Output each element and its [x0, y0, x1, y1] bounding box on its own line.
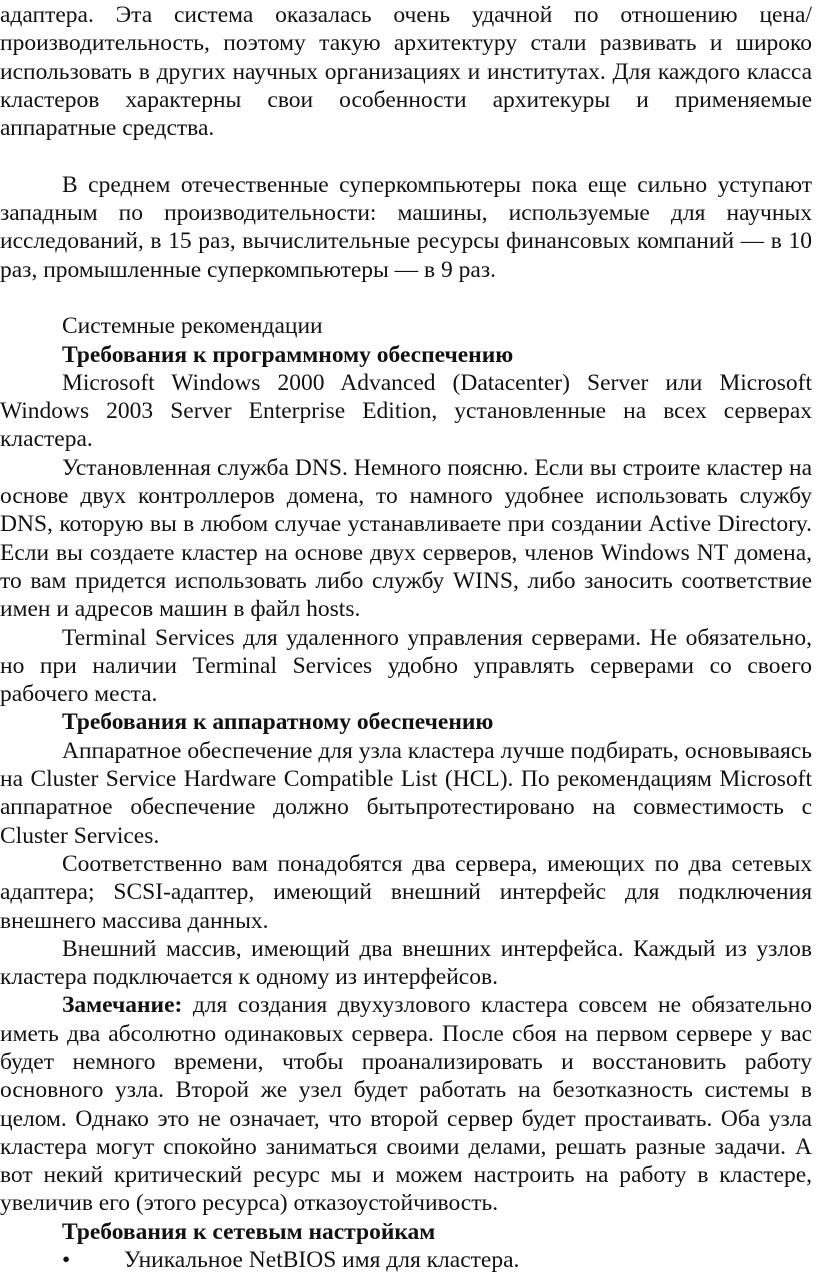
heading-hardware-requirements: Требования к аппаратному обеспечению [62, 709, 494, 736]
paragraph-hcl: Аппаратное обеспечение для узла кластера лучше подбирать, основываясь на Cluster Service Hardware Compatible List (HCL). По рекомендациям Microsoft аппаратное обеспечение должно бытьпротестировано на совместимость с Cluster Services. [0, 737, 812, 849]
paragraph-terminal-services: Terminal Services для удаленного управления серверами. Не обязательно, но при наличии Terminal Services удобно управлять серверами со своего рабочего места. [0, 624, 812, 708]
paragraph-supercomputers: В среднем отечественные суперкомпьютеры пока еще сильно уступают западным по производительности: машины, используемые для научных исследований, в 15 раз, вычислительные ресурсы финансовых компаний — в 10 раз, промышленные суперкомпьютеры — в 9 раз. [0, 171, 812, 283]
bullet-icon: • [62, 1247, 71, 1274]
list-item [0, 1246, 812, 1274]
document-body [0, 1, 812, 1274]
paragraph-windows-server: Microsoft Windows 2000 Advanced (Datacenter) Server или Microsoft Windows 2003 Server Enterprise Edition, установленные на всех серверах кластера. [0, 369, 812, 453]
note-label: Замечание: [62, 992, 183, 1019]
paragraph-gap [0, 284, 812, 312]
note-text: для создания двухузлового кластера совсем не обязательно иметь два абсолютно одинаковых сервера. После сбоя на первом сервере у вас будет немного времени, чтобы проанализировать и восстановить работу основного узла. Второй же узел будет работать на безотказность системы в целом. Однако это не означает, что второй сервер будет простаивать. Оба узла кластера могут спокойно заниматься своими делами, решать разные задачи. А вот некий критический ресурс мы и можем настроить на работу в кластере, увеличив его (этого ресурса) отказоустойчивость. [0, 992, 812, 1217]
paragraph-note [0, 991, 812, 1217]
paragraph-dns-service: Установленная служба DNS. Немного поясню. Если вы строите кластер на основе двух контроллеров домена, то намного удобнее использовать службу DNS, которую вы в любом случае устанавливаете при создании Active Directory. Если вы создаете кластер на основе двух серверов, членов Windows NT домена, то вам придется использовать либо службу WINS, либо заносить соответствие имен и адресов машин в файл hosts. [0, 454, 812, 623]
section-title: Системные рекомендации [62, 313, 323, 340]
heading-network-requirements: Требования к сетевым настройкам [62, 1218, 436, 1245]
paragraph-servers-adapters: Соответственно вам понадобятся два сервера, имеющих по два сетевых адаптера; SCSI-адаптер, имеющий внешний интерфейс для подключения внешнего массива данных. [0, 850, 812, 934]
paragraph-external-array: Внешний массив, имеющий два внешних интерфейса. Каждый из узлов кластера подключается к одному из интерфейсов. [0, 935, 812, 991]
paragraph-architecture-intro: адаптера. Эта система оказалась очень удачной по отношению цена/производительность, поэтому такую архитектуру стали развивать и широко использовать в других научных организациях и институтах. Для каждого класса кластеров характерны свои особенности архитекуры и применяемые аппаратные средства. [0, 2, 812, 142]
paragraph-gap [0, 142, 812, 170]
list-item-text: Уникальное NetBIOS имя для кластера. [124, 1247, 520, 1274]
heading-software-requirements: Требования к программному обеспечению [62, 341, 514, 368]
